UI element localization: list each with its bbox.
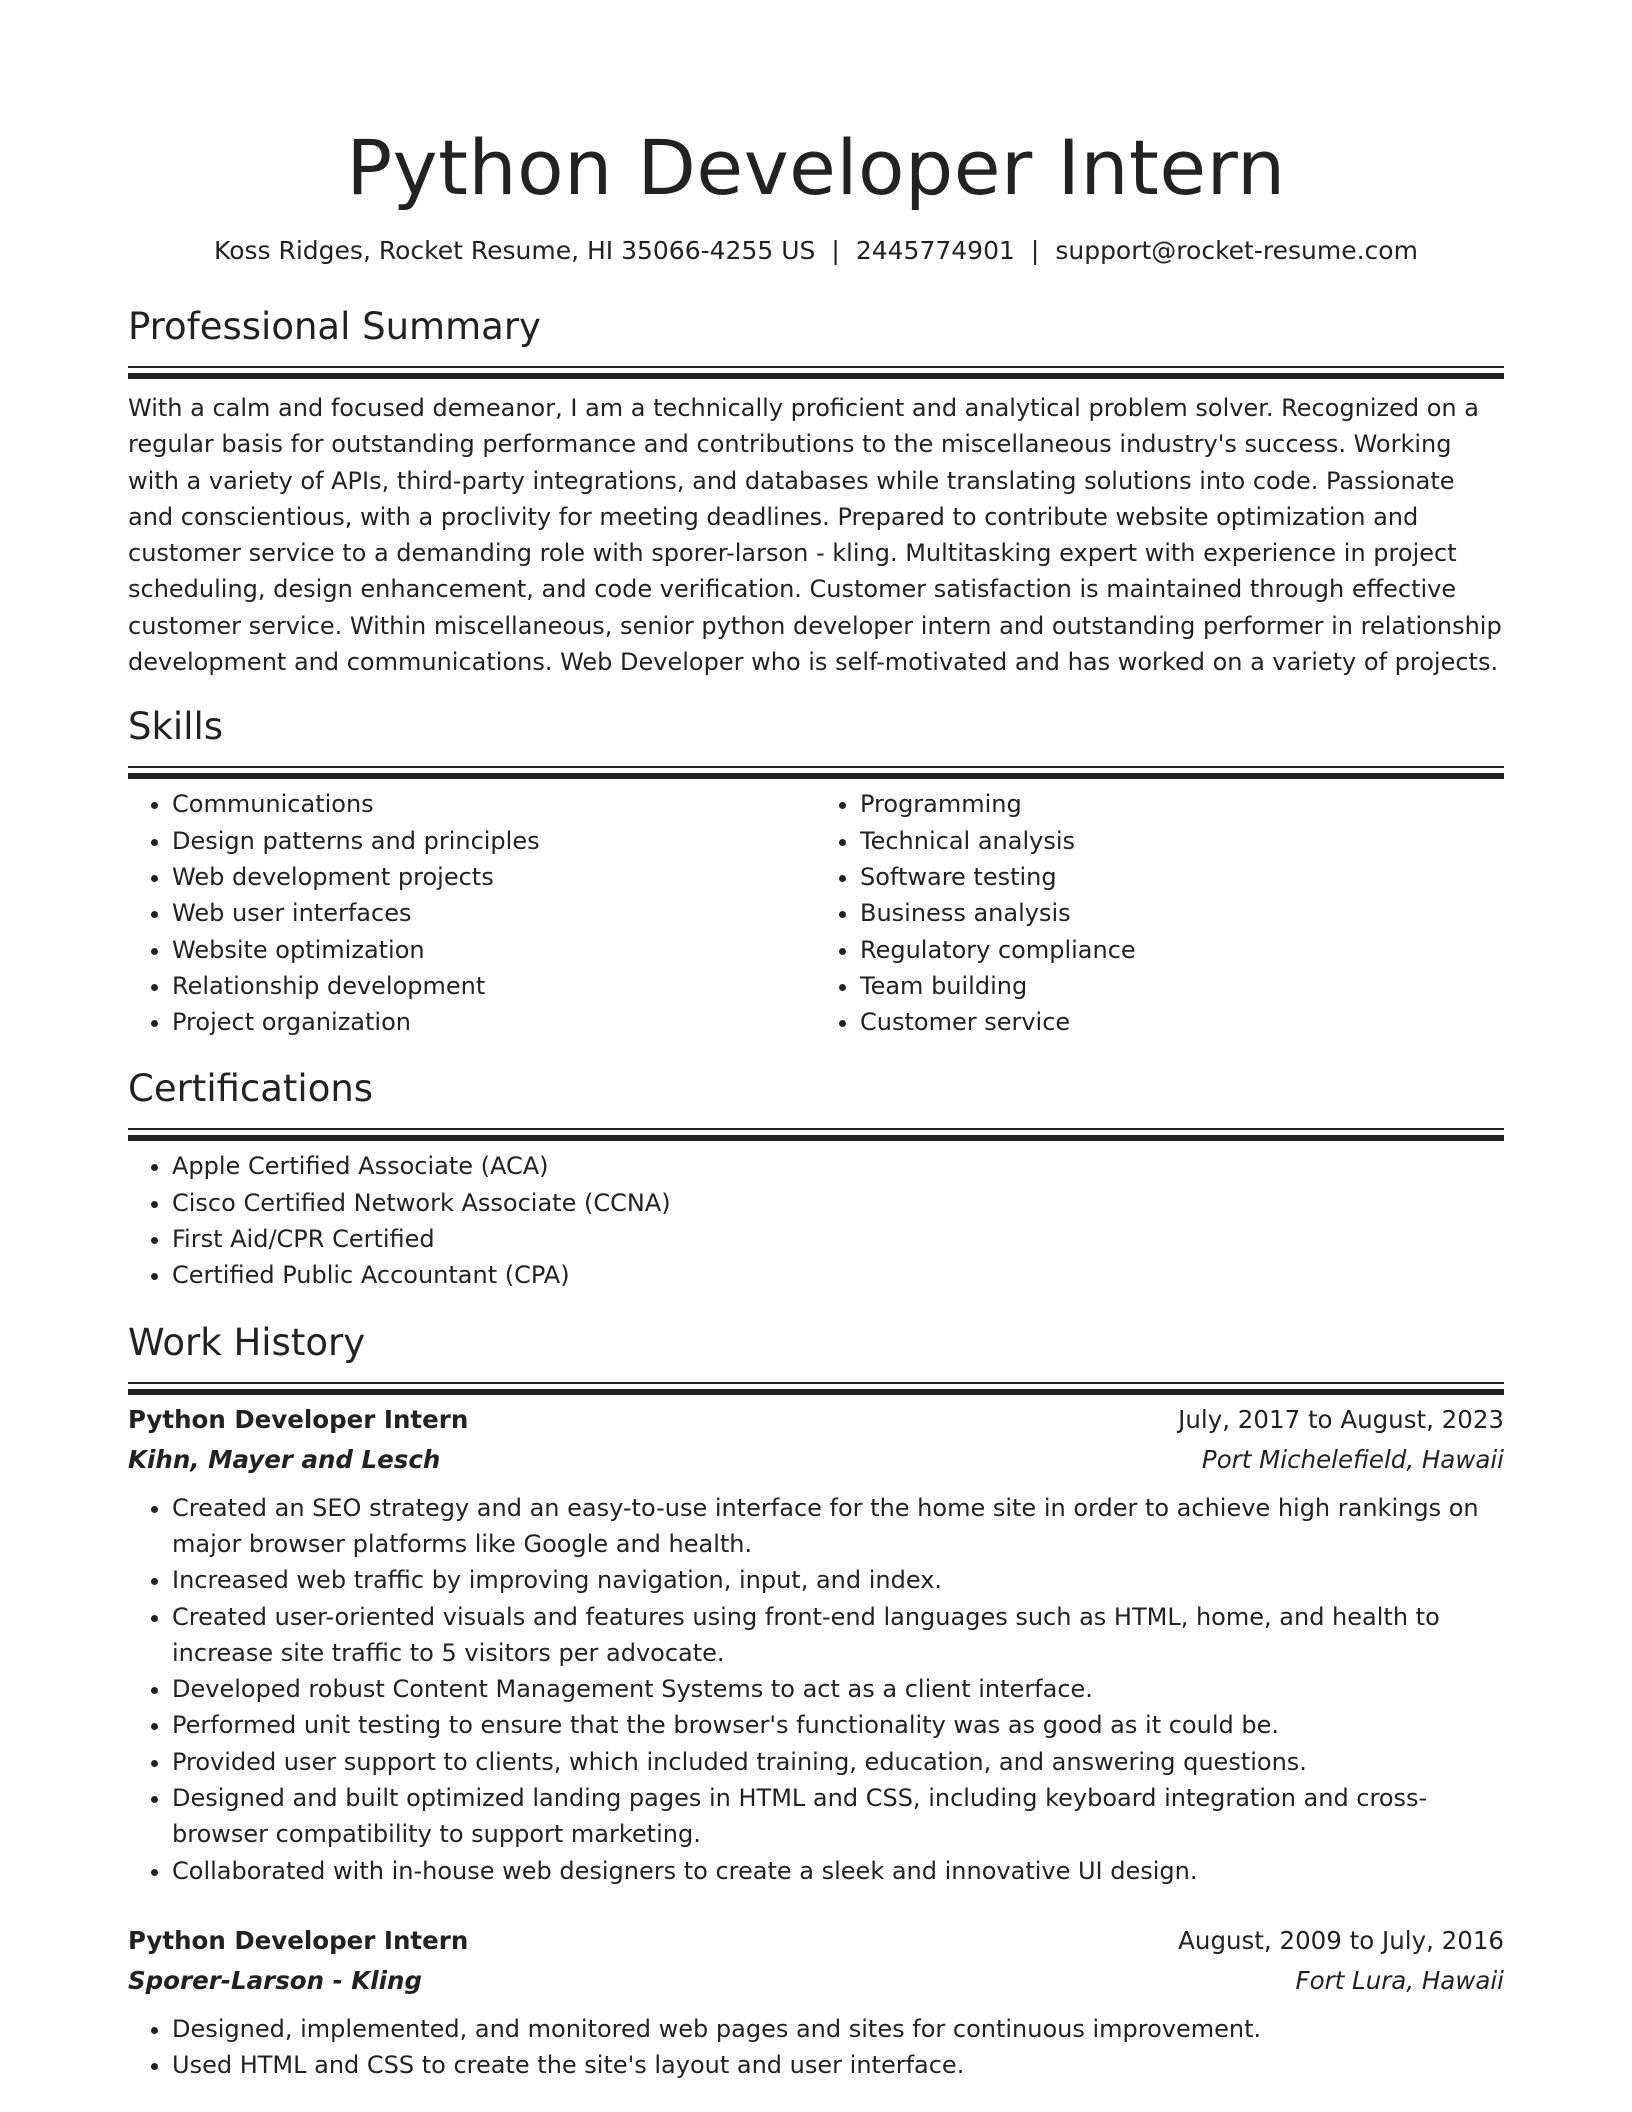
list-item: • Regulatory compliance <box>860 932 1504 968</box>
section-rule <box>128 766 1504 768</box>
job-location: Port Michelefield, Hawaii <box>1201 1444 1504 1474</box>
job-entry <box>128 1400 1504 1889</box>
list-item: • Software testing <box>860 859 1504 895</box>
summary-text: With a calm and focused demeanor, I am a technically proficient and analytical problem solver. Recognized on a regular basis for outstanding performance and contributions to the miscellaneous industry's success. Working with a variety of APIs, third-party integrations, and databases while translating solutions into code. Passionate and conscientious, with a proclivity for meeting deadlines. Prepared to contribute website optimization and customer service to a demanding role with sporer-larson - kling. Multitasking expert with experience in project scheduling, design enhancement, and code verification. Customer satisfaction is maintained through effective customer service. Within miscellaneous, senior python developer intern and outstanding performer in relationship development and communications. Web Developer who is self-motivated and has worked on a variety of projects. <box>128 394 1502 677</box>
contact-separator: | <box>1030 236 1040 265</box>
job-header <box>128 1921 1504 1961</box>
job-bullets <box>128 1490 1504 1889</box>
job-bullets <box>128 2011 1504 2084</box>
list-item: • Performed unit testing to ensure that the browser's functionality was as good as it could be. <box>172 1707 1504 1743</box>
job-company: Kihn, Mayer and Lesch <box>128 1444 441 1474</box>
list-item: • Developed robust Content Management Systems to act as a client interface. <box>172 1671 1504 1707</box>
list-item: • Provided user support to clients, which included training, education, and answering questions. <box>172 1744 1504 1780</box>
skills-list-right <box>816 786 1504 1040</box>
job-header <box>128 1400 1504 1440</box>
phone: 2445774901 <box>855 236 1015 265</box>
list-item: • Web user interfaces <box>172 895 816 931</box>
list-item: • Created user-oriented visuals and features using front-end languages such as HTML, home, and health to increase site traffic to 5 visitors per advocate. <box>172 1599 1504 1672</box>
section-rule <box>128 366 1504 368</box>
list-item: • Collaborated with in-house web designers to create a sleek and innovative UI design. <box>172 1853 1504 1889</box>
list-item: • Communications <box>172 786 816 822</box>
job-company: Sporer-Larson - Kling <box>128 1965 423 1995</box>
job-location: Fort Lura, Hawaii <box>1295 1965 1504 1995</box>
skills-section <box>128 702 1504 1040</box>
contact-separator: | <box>831 236 840 265</box>
list-item: • First Aid/CPR Certified <box>172 1221 1504 1257</box>
work-history-section <box>128 1318 1504 2084</box>
email: support@rocket-resume.com <box>1055 236 1418 265</box>
list-item: • Apple Certified Associate (ACA) <box>172 1148 1504 1184</box>
section-rule <box>128 1128 1504 1130</box>
skills-list-left <box>128 786 816 1040</box>
list-item: • Customer service <box>860 1004 1504 1040</box>
address: Koss Ridges, Rocket Resume, HI 35066-4255 US <box>214 236 816 265</box>
resume-page <box>128 0 1504 2084</box>
list-item: • Programming <box>860 786 1504 822</box>
candidate-name: Python Developer Intern <box>346 123 1286 212</box>
contact-line <box>128 234 1504 268</box>
list-item: • Certified Public Accountant (CPA) <box>172 1257 1504 1293</box>
section-title-skills: Skills <box>128 705 224 749</box>
list-item: • Created an SEO strategy and an easy-to-use interface for the home site in order to achieve high rankings on major browser platforms like Google and health. <box>172 1490 1504 1563</box>
list-item: • Increased web traffic by improving navigation, input, and index. <box>172 1562 1504 1598</box>
certifications-section <box>128 1064 1504 1293</box>
list-item: • Business analysis <box>860 895 1504 931</box>
section-rule <box>128 1382 1504 1384</box>
section-title-summary: Professional Summary <box>128 305 541 348</box>
certifications-list <box>128 1148 1504 1293</box>
list-item: • Website optimization <box>172 932 816 968</box>
skills-columns <box>128 786 1504 1040</box>
job-dates: July, 2017 to August, 2023 <box>1178 1404 1504 1434</box>
list-item: • Relationship development <box>172 968 816 1004</box>
list-item: • Designed, implemented, and monitored web pages and sites for continuous improvement. <box>172 2011 1504 2047</box>
list-item: • Technical analysis <box>860 823 1504 859</box>
job-dates: August, 2009 to July, 2016 <box>1178 1925 1504 1955</box>
list-item: • Cisco Certified Network Associate (CCNA) <box>172 1185 1504 1221</box>
list-item: • Project organization <box>172 1004 816 1040</box>
job-subheader <box>128 1440 1504 1480</box>
list-item: • Team building <box>860 968 1504 1004</box>
job-entry <box>128 1921 1504 2084</box>
list-item: • Web development projects <box>172 859 816 895</box>
section-title-certifications: Certifications <box>128 1067 374 1111</box>
job-subheader <box>128 1961 1504 2001</box>
list-item: • Designed and built optimized landing pages in HTML and CSS, including keyboard integration and cross-browser compatibility to support marketing. <box>172 1780 1504 1853</box>
section-title-work-history: Work History <box>128 1320 366 1364</box>
summary-section <box>128 302 1504 680</box>
list-item: • Design patterns and principles <box>172 823 816 859</box>
list-item: • Used HTML and CSS to create the site's layout and user interface. <box>172 2047 1504 2083</box>
job-title: Python Developer Intern <box>128 1925 469 1955</box>
job-title: Python Developer Intern <box>128 1404 469 1434</box>
